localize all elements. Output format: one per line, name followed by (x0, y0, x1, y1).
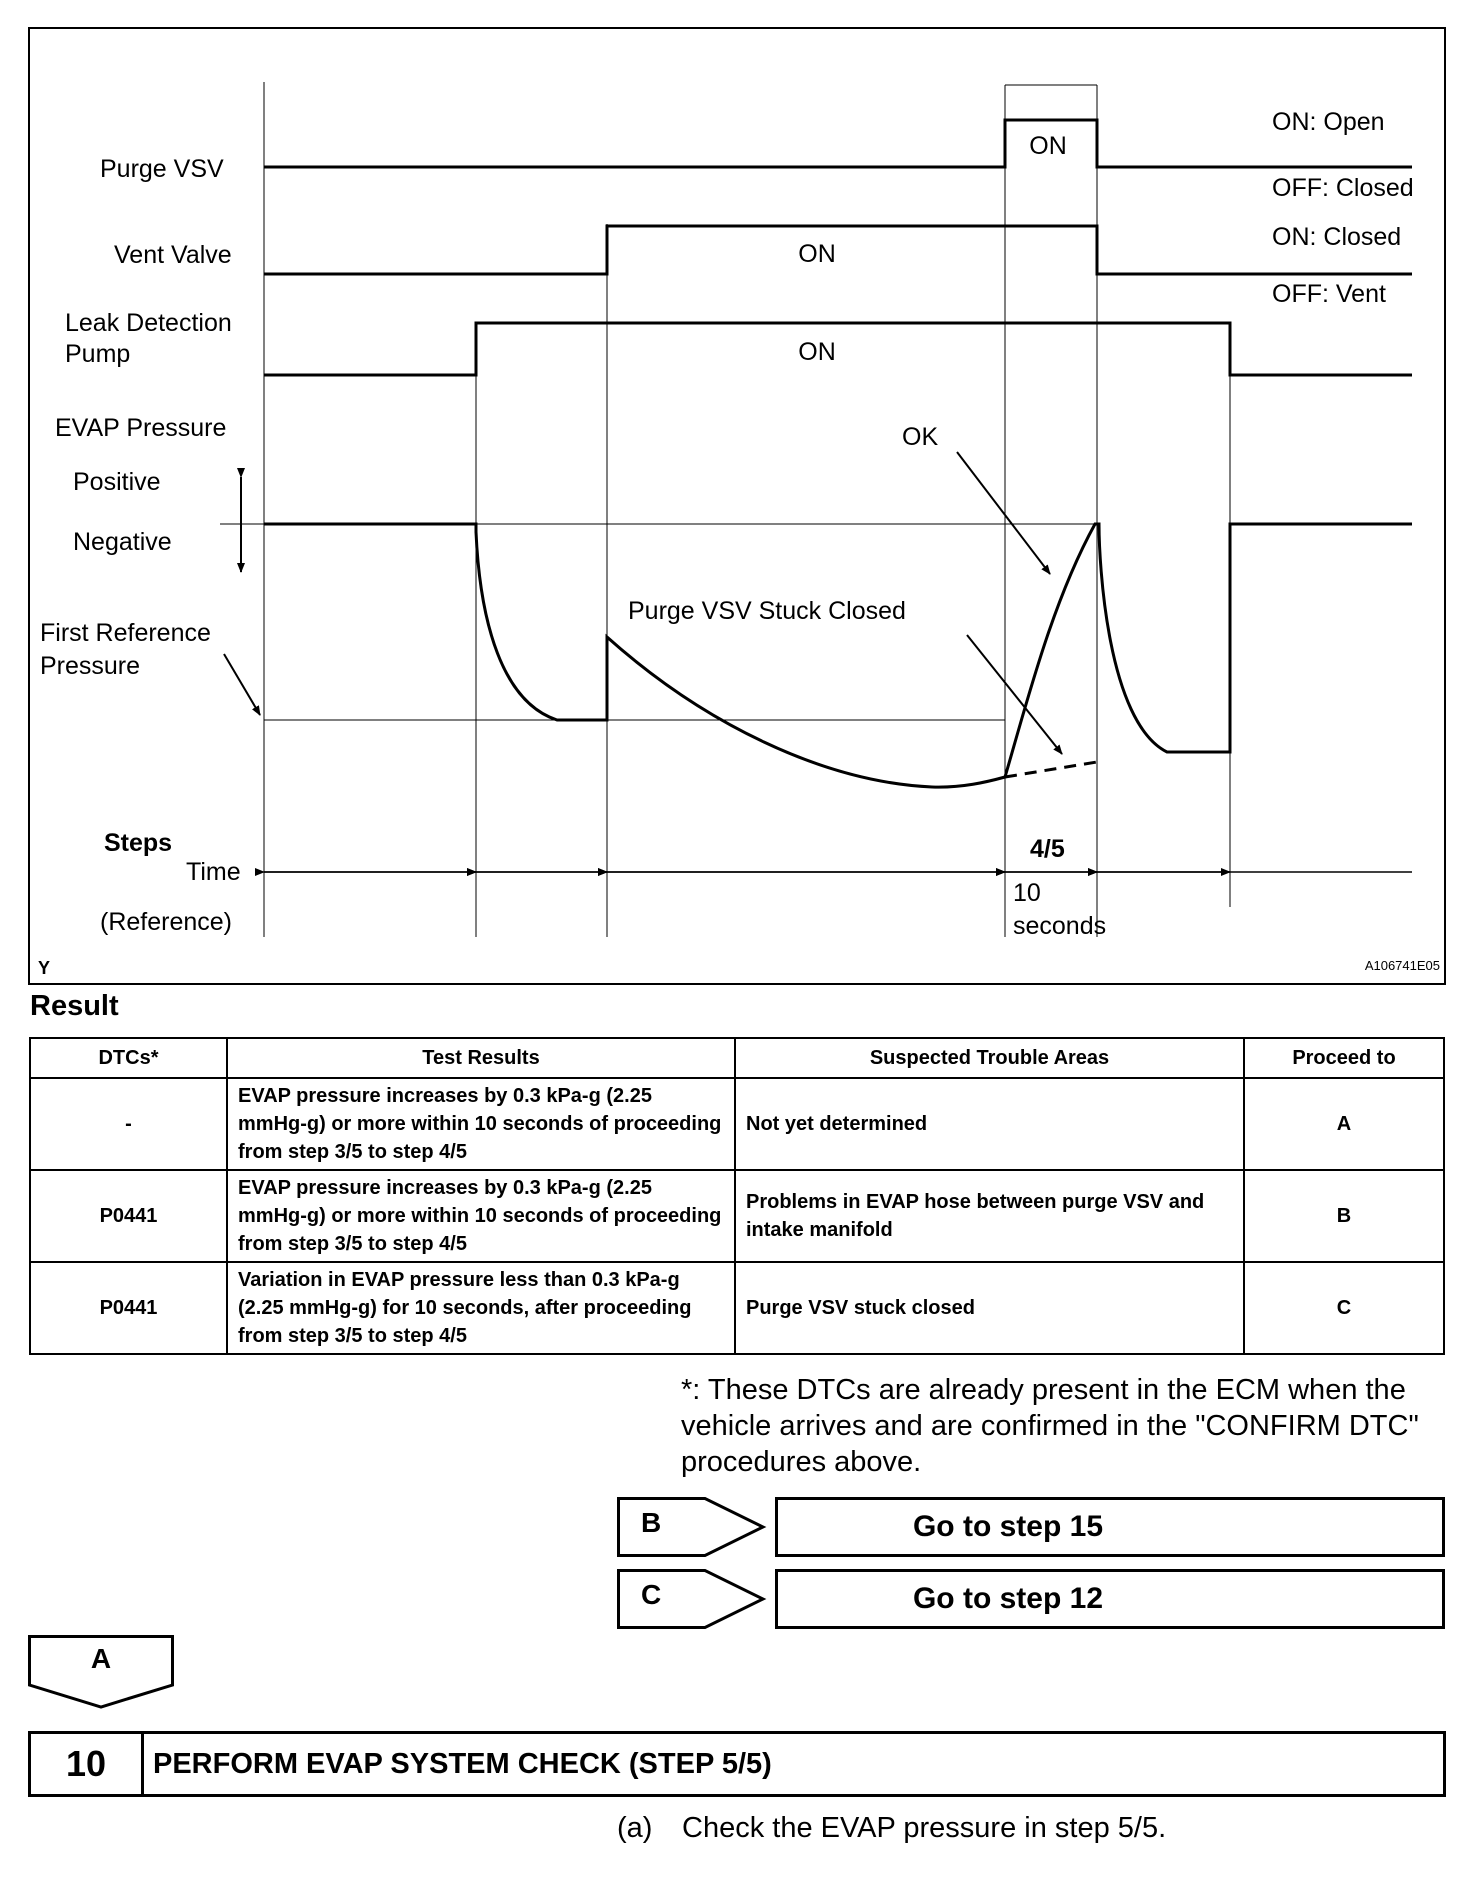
proceed-cell: B (1244, 1170, 1444, 1262)
steps-label: Steps (104, 829, 173, 857)
go-to-step-button[interactable] (775, 1497, 1445, 1557)
proceed-cell: C (1244, 1262, 1444, 1354)
proceed-row-b[interactable] (617, 1497, 1447, 1559)
vent-valve-label: Vent Valve (114, 241, 232, 269)
evap-pressure-waveform (264, 524, 1412, 787)
trouble-area-cell: Purge VSV stuck closed (735, 1262, 1244, 1354)
code-arrow-icon (617, 1569, 767, 1631)
test-result-cell: EVAP pressure increases by 0.3 kPa-g (2.25 mmHg-g) or more within 10 seconds of proceeding from step 3/5 to step 4/5 (227, 1170, 735, 1262)
proceed-cell: A (1244, 1078, 1444, 1170)
vent-valve-waveform (264, 226, 1412, 274)
evap-pressure-label: EVAP Pressure (55, 414, 227, 442)
ok-pointer-arrow (957, 452, 1050, 574)
test-result-cell: EVAP pressure increases by 0.3 kPa-g (2.25 mmHg-g) or more within 10 seconds of proceeding from step 3/5 to step 4/5 (227, 1078, 735, 1170)
first-reference-label-2: Pressure (40, 652, 141, 680)
pump-on-label: ON (798, 338, 836, 366)
continue-marker-a[interactable] (28, 1635, 174, 1709)
purge-on-legend: ON: Open (1272, 108, 1385, 136)
code-letter: A (90, 1643, 112, 1674)
step-instruction (617, 1812, 1166, 1845)
trouble-area-cell: Problems in EVAP hose between purge VSV and intake manifold (735, 1170, 1244, 1262)
vent-on-legend: ON: Closed (1272, 223, 1402, 251)
go-to-step-label: Go to step 12 (912, 1582, 1104, 1615)
leak-pump-waveform (264, 323, 1412, 375)
step-title: PERFORM EVAP SYSTEM CHECK (STEP 5/5) (153, 1748, 772, 1780)
trouble-area-cell: Not yet determined (735, 1078, 1244, 1170)
negative-label: Negative (73, 528, 172, 556)
leak-pump-label-1: Leak Detection (65, 309, 232, 337)
purge-off-legend: OFF: Closed (1272, 174, 1414, 202)
result-heading: Result (30, 990, 119, 1022)
reference-label: (Reference) (100, 908, 232, 936)
first-reference-arrow (224, 654, 260, 715)
ok-label: OK (902, 423, 939, 451)
purge-vsv-waveform (264, 120, 1412, 167)
corner-mark: Y (38, 958, 51, 978)
step-number: 10 (31, 1734, 144, 1794)
first-reference-label-1: First Reference (40, 619, 211, 647)
stuck-pointer-arrow (967, 635, 1062, 754)
table-row (30, 1078, 1444, 1170)
dtc-footnote: *: These DTCs are already present in the ECM when the vehicle arrives and are confirmed in the "CONFIRM DTC" procedures above. (681, 1374, 1419, 1478)
go-to-step-label: Go to step 15 (912, 1510, 1104, 1543)
vent-off-legend: OFF: Vent (1272, 280, 1386, 308)
vent-on-label: ON (798, 240, 836, 268)
figure-id: A106741E05 (1364, 958, 1440, 973)
step-label: 4/5 (1030, 835, 1065, 863)
stuck-closed-waveform (1005, 762, 1097, 777)
column-header: DTCs* (30, 1038, 227, 1078)
purge-vsv-label: Purge VSV (100, 155, 224, 183)
dtc-cell: - (30, 1078, 227, 1170)
table-row (30, 1170, 1444, 1262)
timing-diagram (28, 27, 1446, 985)
positive-label: Positive (73, 468, 161, 496)
dtc-cell: P0441 (30, 1170, 227, 1262)
instruction-label: (a) (617, 1812, 653, 1844)
go-to-step-button[interactable] (775, 1569, 1445, 1629)
test-result-cell: Variation in EVAP pressure less than 0.3 kPa-g (2.25 mmHg-g) for 10 seconds, after proceeding from step 3/5 to step 4/5 (227, 1262, 735, 1354)
instruction-text: Check the EVAP pressure in step 5/5. (682, 1812, 1167, 1844)
time-label: Time (186, 858, 241, 886)
code-letter: B (641, 1507, 662, 1538)
table-header-row (30, 1038, 1444, 1078)
reference-lines (220, 82, 1230, 937)
column-header: Suspected Trouble Areas (735, 1038, 1244, 1078)
purge-on-label: ON (1029, 132, 1067, 160)
leak-pump-label-2: Pump (65, 340, 131, 368)
duration-label-2: seconds (1013, 912, 1107, 940)
dtc-cell: P0441 (30, 1262, 227, 1354)
code-arrow-icon (617, 1497, 767, 1559)
stuck-closed-label: Purge VSV Stuck Closed (628, 597, 906, 625)
step-header (28, 1731, 1446, 1797)
code-letter: C (641, 1579, 662, 1610)
duration-label-1: 10 (1013, 879, 1041, 907)
table-row (30, 1262, 1444, 1354)
column-header: Test Results (227, 1038, 735, 1078)
result-table (29, 1037, 1445, 1355)
proceed-row-c[interactable] (617, 1569, 1447, 1631)
column-header: Proceed to (1244, 1038, 1444, 1078)
